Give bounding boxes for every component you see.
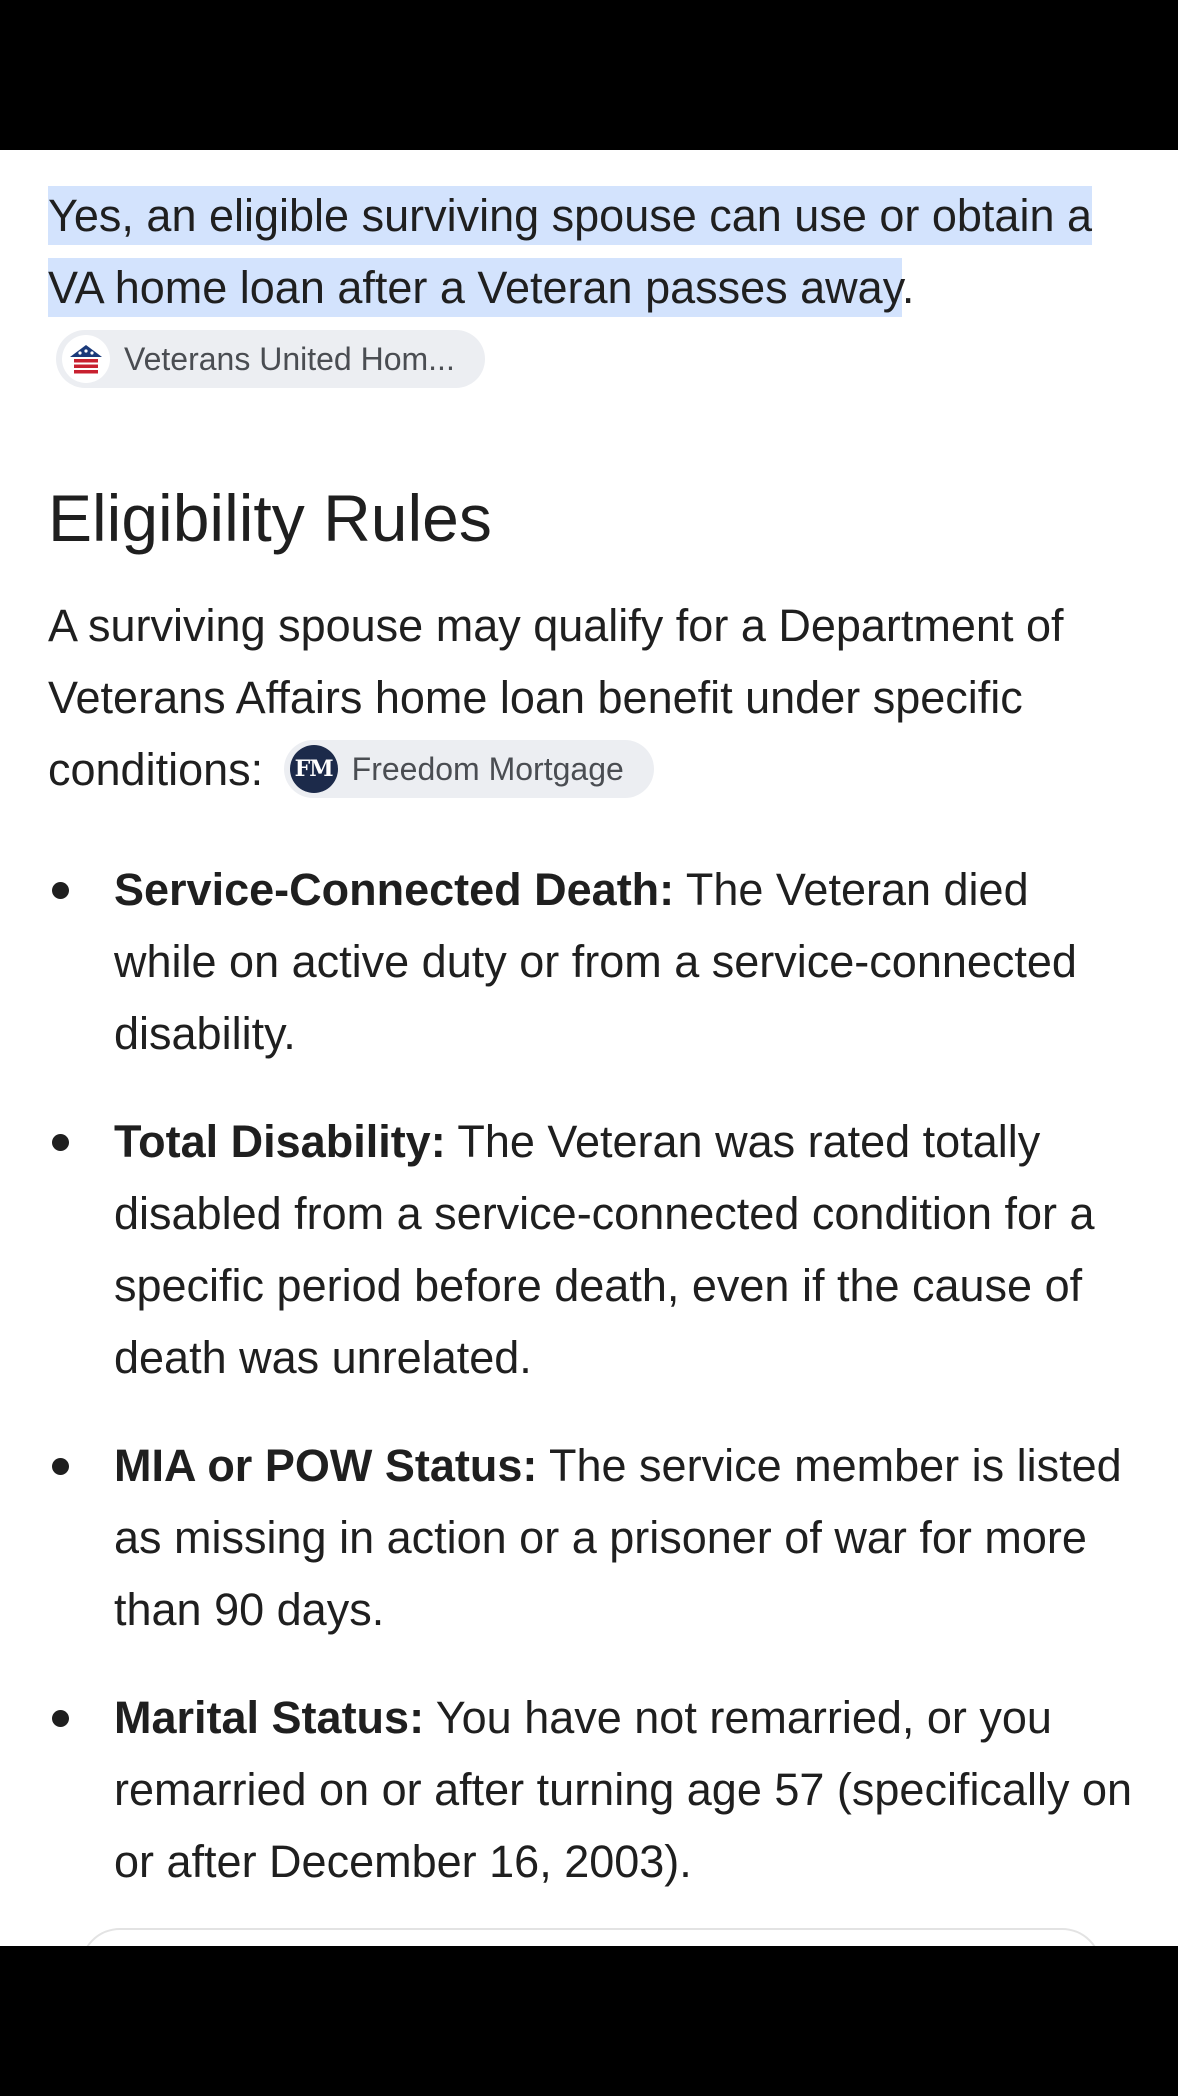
navigation-bar-area — [0, 1946, 1178, 2096]
next-card-edge — [80, 1928, 1102, 1946]
source-chip-label: Veterans United Hom... — [124, 341, 455, 378]
rule-term: MIA or POW Status: — [114, 1440, 538, 1491]
answer-summary — [48, 180, 1138, 396]
answer-body — [48, 180, 1138, 1934]
source-chip-veterans-united[interactable] — [56, 330, 485, 388]
section-intro — [48, 590, 1138, 806]
eligibility-rules-list — [48, 854, 1138, 1898]
veterans-united-logo-icon — [62, 335, 110, 383]
list-item — [48, 1682, 1138, 1898]
list-item — [48, 854, 1138, 1070]
rule-text: The Veteran was rated totally disabled from a service-connected condition for a specific period before death, even if the cause of death was unrelated. — [114, 1116, 1095, 1383]
rule-text: You have not remarried, or you remarried on or after turning age 57 (specifically on or after December 16, 2003). — [114, 1692, 1133, 1887]
rule-term: Service-Connected Death: — [114, 864, 675, 915]
rule-text: The service member is listed as missing in action or a prisoner of war for more than 90 days. — [114, 1440, 1122, 1635]
section-intro-text: A surviving spouse may qualify for a Department of Veterans Affairs home loan benefit under specific conditions: — [48, 600, 1064, 795]
list-item — [48, 1430, 1138, 1646]
section-heading: Eligibility Rules — [48, 481, 492, 555]
freedom-mortgage-logo-icon: FM — [290, 745, 338, 793]
source-chip-label: Freedom Mortgage — [351, 751, 624, 788]
rule-text: The Veteran died while on active duty or from a service-connected disability. — [114, 864, 1077, 1059]
source-chip-freedom-mortgage[interactable] — [284, 740, 654, 798]
ai-answer-panel — [0, 150, 1178, 1946]
bullet-icon — [52, 1710, 69, 1727]
rule-term: Total Disability: — [114, 1116, 446, 1167]
list-item — [48, 1106, 1138, 1394]
status-bar-area — [0, 0, 1178, 150]
bullet-icon — [52, 1458, 69, 1475]
bullet-icon — [52, 1134, 69, 1151]
answer-end-punct: . — [901, 262, 915, 313]
highlighted-answer-text: Yes, an eligible surviving spouse can use or obtain a VA home loan after a Veteran passes away — [48, 186, 1092, 317]
rule-term: Marital Status: — [114, 1692, 425, 1743]
bullet-icon — [52, 882, 69, 899]
